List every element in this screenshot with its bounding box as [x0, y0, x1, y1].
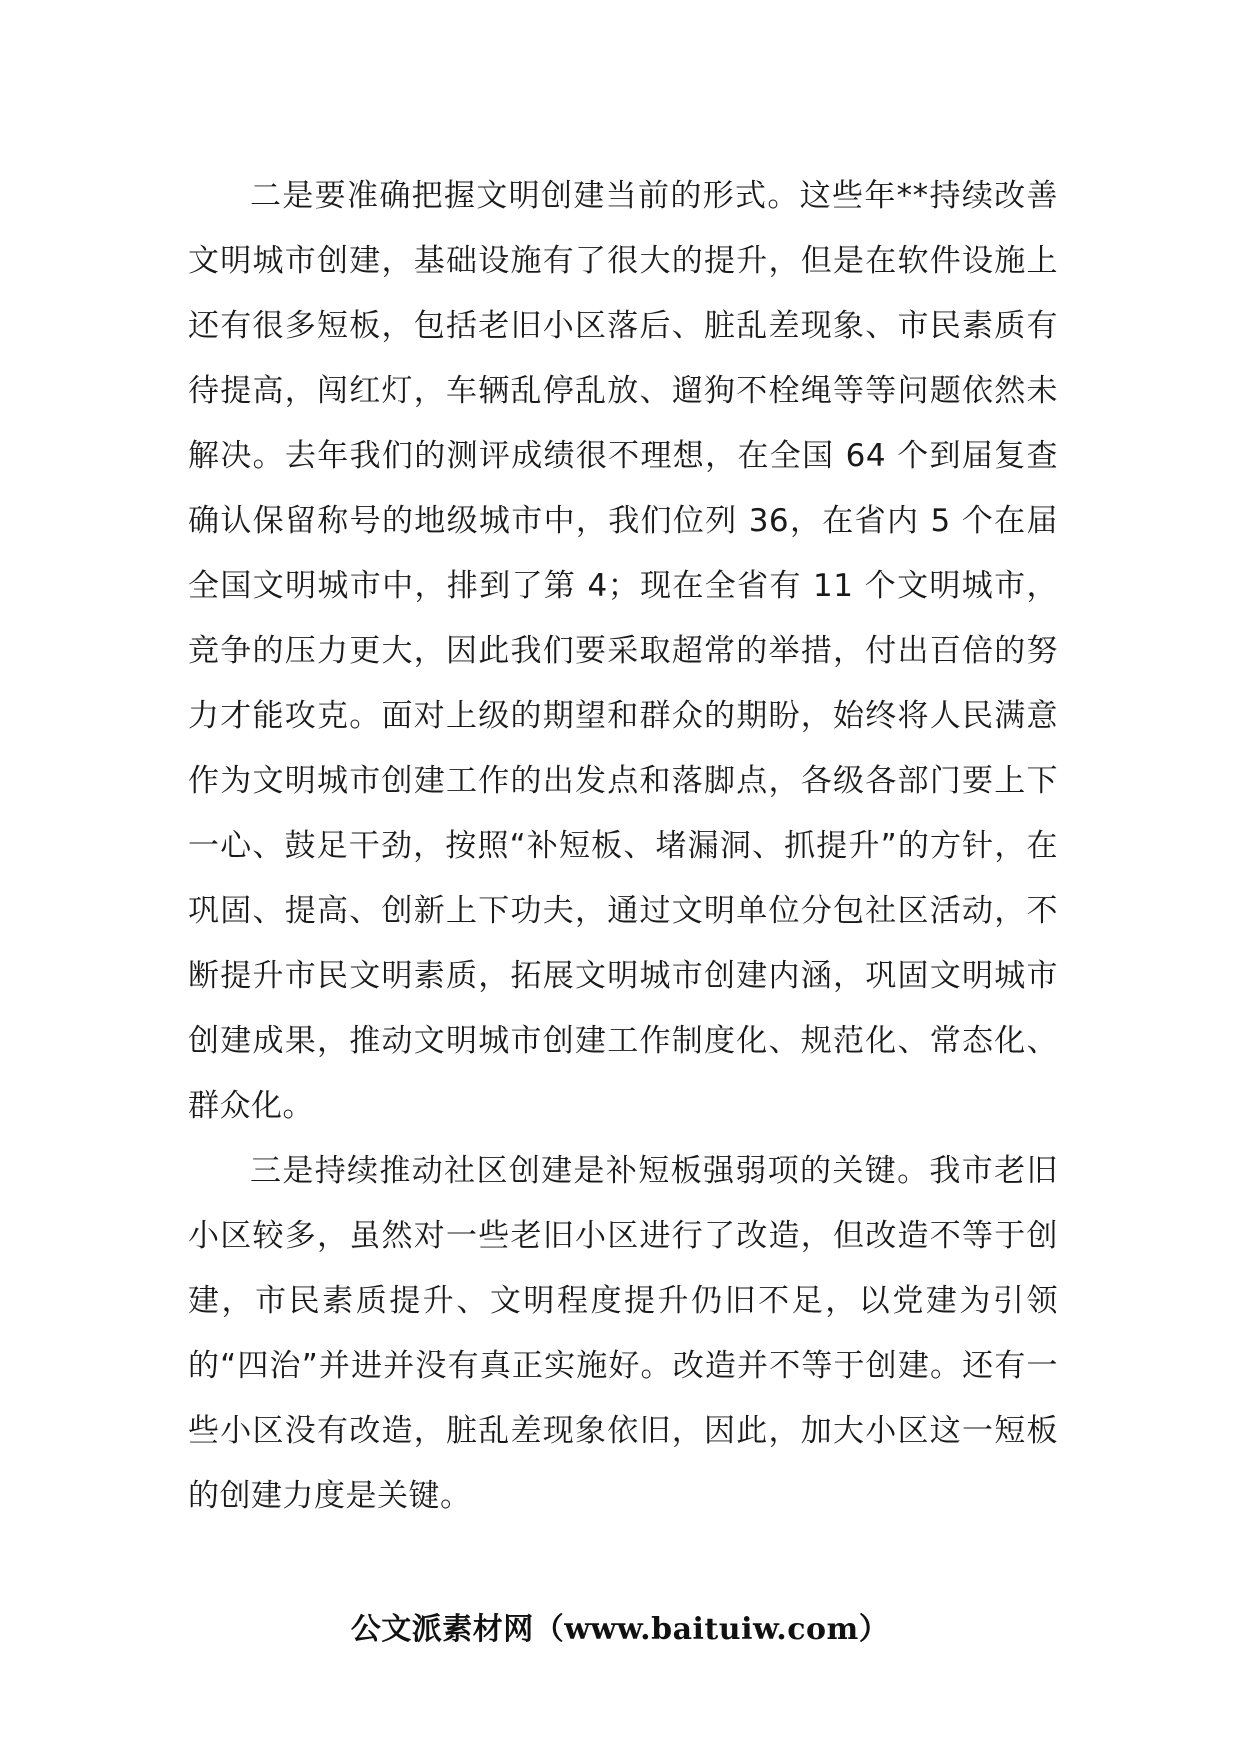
- paragraph-3: 三是持续推动社区创建是补短板强弱项的关键。我市老旧小区较多，虽然对一些老旧小区进行了改造，但改造不等于创建，市民素质提升、文明程度提升仍旧不足，以党建为引领的“四治”并进并没有真正实施好。改造并不等于创建。还有一些小区没有改造，脏乱差现象依旧，因此，加大小区这一短板的创建力度是关键。: [188, 1153, 1058, 1514]
- document-body: [188, 164, 1058, 1529]
- watermark-footer: 公文派素材网（www.baituiw.com）: [350, 1612, 890, 1647]
- paragraph-2: 二是要准确把握文明创建当前的形式。这些年**持续改善文明城市创建，基础设施有了很大的提升，但是在软件设施上还有很多短板，包括老旧小区落后、脏乱差现象、市民素质有待提高，闯红灯，车辆乱停乱放、遛狗不栓绳等等问题依然未解决。去年我们的测评成绩很不理想，在全国 64 个到届复查确认保留称号的地级城市中，我们位列 36，在省内 5 个在届全国文明城市中，排到了第 4；现在全省有 11 个文明城市，竞争的压力更大，因此我们要采取超常的举措，付出百倍的努力才能攻克。面对上级的期望和群众的期盼，始终将人民满意作为文明城市创建工作的出发点和落脚点，各级各部门要上下一心、鼓足干劲，按照“补短板、堵漏洞、抓提升”的方针，在巩固、提高、创新上下功夫，通过文明单位分包社区活动，不断提升市民文明素质，拓展文明城市创建内涵，巩固文明城市创建成果，推动文明城市创建工作制度化、规范化、常态化、群众化。: [188, 178, 1058, 1124]
